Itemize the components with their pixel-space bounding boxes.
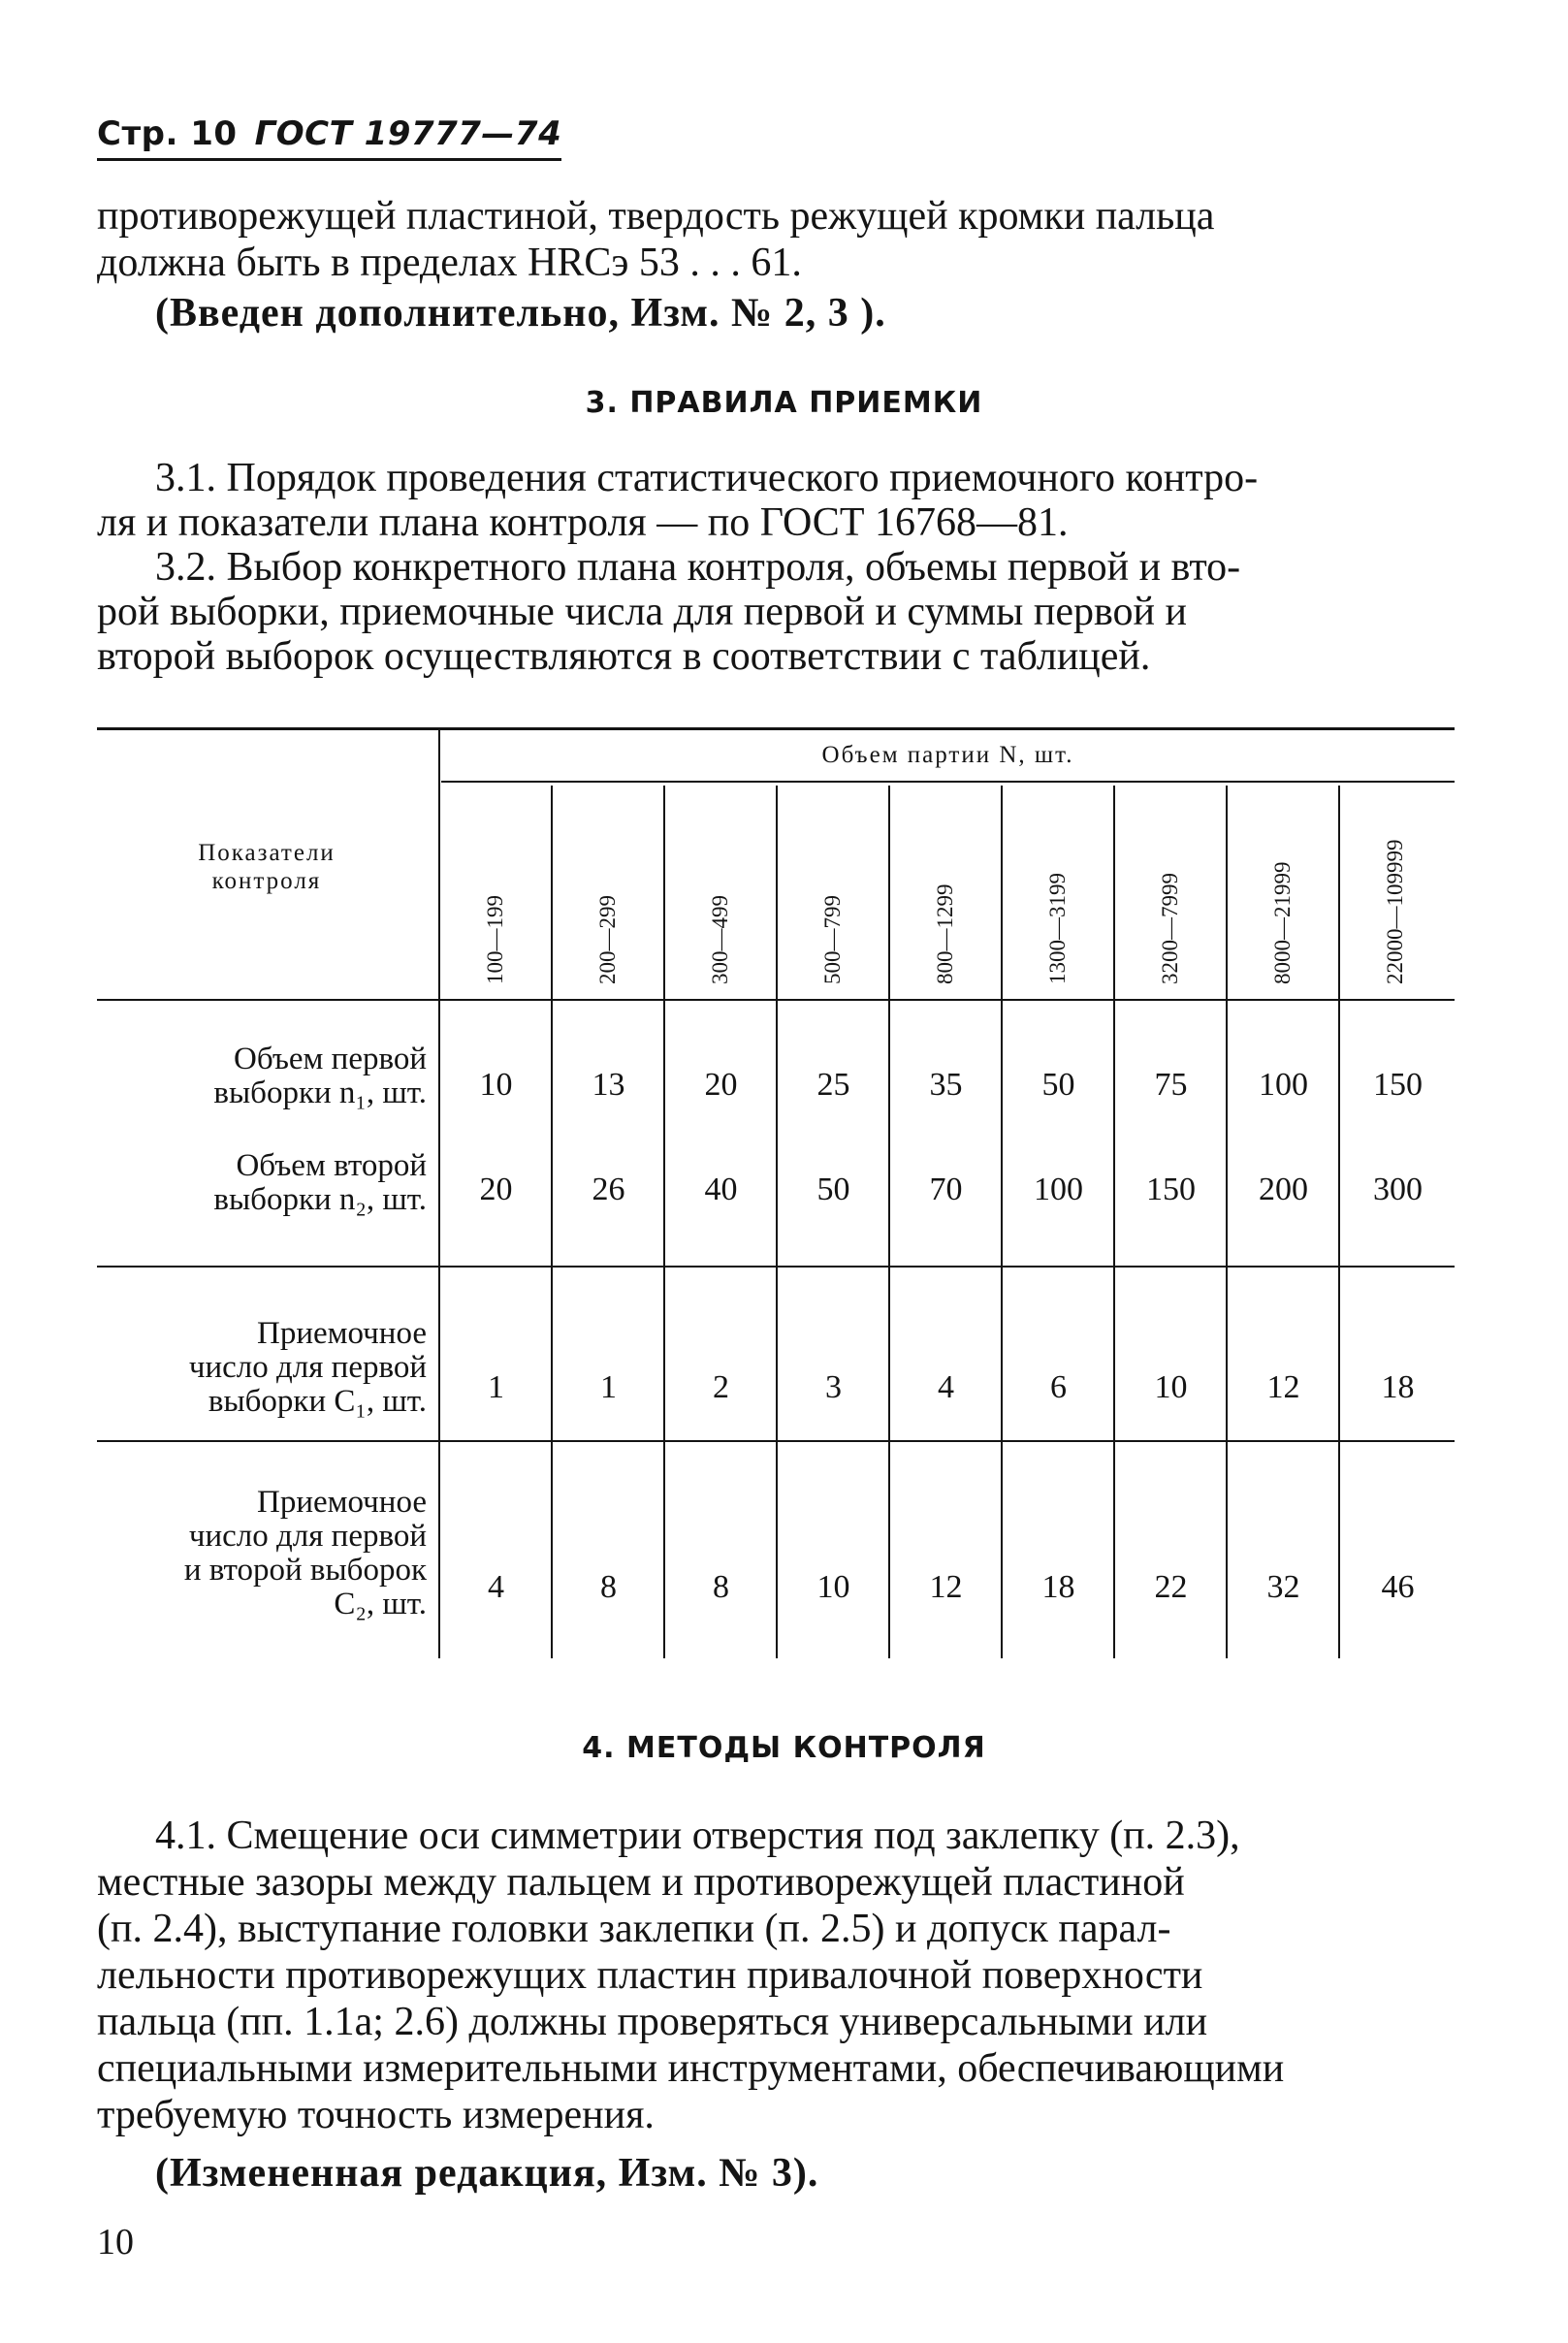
- row-label-line: Приемочное: [257, 1316, 427, 1351]
- col-divider-4: [888, 786, 890, 1658]
- standard-number: ГОСТ 19777—74: [254, 114, 562, 153]
- page-prefix: Стр. 10: [97, 114, 238, 153]
- column-header-text: 1300—3199: [1045, 873, 1070, 984]
- column-header-text: 3200—7999: [1158, 873, 1182, 984]
- table-cell: 300: [1373, 1172, 1423, 1207]
- intro-amendment-note: (Введен дополнительно, Изм. № 2, 3 ).: [155, 291, 886, 336]
- row-label-line: выборки n₁, шт.: [213, 1075, 427, 1110]
- table-cell: 8: [600, 1569, 617, 1605]
- column-header-text: 8000—21999: [1270, 861, 1295, 984]
- row-label-line: Приемочное: [257, 1485, 427, 1520]
- stub-divider: [438, 727, 440, 1658]
- column-header: [475, 810, 514, 984]
- table-cell: 13: [592, 1067, 625, 1103]
- table-cell: 26: [592, 1172, 625, 1207]
- col-divider-6: [1113, 786, 1115, 1658]
- table-cell: 50: [1041, 1067, 1075, 1103]
- section-4-title: 4. МЕТОДЫ КОНТРОЛЯ: [582, 1731, 986, 1765]
- table-cell: 20: [479, 1172, 513, 1207]
- stub-header: [136, 839, 398, 895]
- column-header-text: 200—299: [595, 895, 620, 984]
- column-header-text: 500—799: [820, 895, 845, 984]
- table-cell: 25: [816, 1067, 850, 1103]
- intro-line-1: противорежущей пластиной, твердость режущей кромки пальца: [97, 194, 1215, 239]
- col-divider-3: [776, 786, 778, 1658]
- table-cell: 100: [1259, 1067, 1308, 1103]
- table-cell: 18: [1041, 1569, 1075, 1605]
- section-4-line: 4.1. Смещение оси симметрии отверстия под заклепку (п. 2.3),: [155, 1813, 1240, 1858]
- intro-line-2: должна быть в пределах HRCэ 53 . . . 61.: [97, 241, 802, 285]
- group-header-rule: [441, 781, 1455, 783]
- row-label-first-sample: [97, 1043, 427, 1110]
- column-header: [1263, 810, 1301, 984]
- col-divider-5: [1001, 786, 1003, 1658]
- table-cell: 4: [938, 1369, 954, 1405]
- table-cell: 32: [1266, 1569, 1300, 1605]
- table-cell: 18: [1381, 1369, 1415, 1405]
- table-cell: 100: [1034, 1172, 1083, 1207]
- column-header-text: 800—1299: [933, 883, 957, 984]
- table-cell: 50: [816, 1172, 850, 1207]
- table-cell: 22: [1154, 1569, 1188, 1605]
- table-cell: 70: [929, 1172, 963, 1207]
- section-4-line: пальца (пп. 1.1а; 2.6) должны проверяться универсальными или: [97, 2000, 1208, 2044]
- column-header: [1038, 810, 1076, 984]
- column-header-text: 100—199: [483, 895, 507, 984]
- header-rule: [97, 158, 561, 161]
- row-label-second-sample: [97, 1149, 427, 1217]
- row-label-line: и второй выборок: [183, 1553, 427, 1588]
- column-header: [1150, 810, 1189, 984]
- column-header: [925, 810, 964, 984]
- row-label-line: Объем первой: [234, 1042, 427, 1076]
- section-3-2-line-3: второй выборок осуществляются в соответствии с таблицей.: [97, 634, 1151, 679]
- table-cell: 10: [816, 1569, 850, 1605]
- section-4-line: специальными измерительными инструментами, обеспечивающими: [97, 2046, 1285, 2091]
- table-cell: 10: [479, 1067, 513, 1103]
- column-header: [700, 810, 739, 984]
- page-number: 10: [97, 2222, 134, 2263]
- row-label-line: выборки C₁, шт.: [208, 1384, 427, 1419]
- table-cell: 2: [713, 1369, 729, 1405]
- section-4-line: (п. 2.4), выступание головки заклепки (п. 2.5) и допуск парал-: [97, 1907, 1171, 1951]
- table-cell: 12: [929, 1569, 963, 1605]
- table-cell: 8: [713, 1569, 729, 1605]
- table-cell: 6: [1050, 1369, 1067, 1405]
- column-header-text: 300—499: [708, 895, 732, 984]
- section-4-line: требуемую точность измерения.: [97, 2093, 655, 2137]
- table-cell: 12: [1266, 1369, 1300, 1405]
- running-header: [97, 114, 561, 153]
- acceptance-table: [97, 727, 1455, 1658]
- table-cell: 150: [1373, 1067, 1423, 1103]
- row-label-acceptance-sum: [97, 1486, 427, 1621]
- table-cell: 150: [1146, 1172, 1196, 1207]
- column-header-text: 22000—109999: [1383, 839, 1407, 984]
- row-label-line: число для первой: [188, 1519, 427, 1554]
- section-4-line: местные зазоры между пальцем и противорежущей пластиной: [97, 1860, 1185, 1905]
- table-cell: 1: [488, 1369, 504, 1405]
- section-3-2-line-1: 3.2. Выбор конкретного плана контроля, объемы первой и вто-: [155, 545, 1241, 590]
- row-label-acceptance-first: [97, 1317, 427, 1419]
- row-label-line: выборки n₂, шт.: [213, 1182, 427, 1217]
- col-divider-1: [551, 786, 553, 1658]
- table-cell: 1: [600, 1369, 617, 1405]
- column-header: [1375, 810, 1414, 984]
- table-cell: 46: [1381, 1569, 1415, 1605]
- column-header: [588, 810, 626, 984]
- table-cell: 35: [929, 1067, 963, 1103]
- section-3-1-line-1: 3.1. Порядок проведения статистического приемочного контро-: [155, 456, 1259, 500]
- table-cell: 4: [488, 1569, 504, 1605]
- section-3-title: 3. ПРАВИЛА ПРИЕМКИ: [585, 386, 983, 420]
- col-divider-7: [1226, 786, 1228, 1658]
- row-label-line: Объем второй: [236, 1148, 427, 1183]
- table-top-rule: [97, 727, 1455, 730]
- section-4-line: лельности противорежущих пластин привалочной поверхности: [97, 1953, 1203, 1998]
- table-cell: 40: [704, 1172, 738, 1207]
- table-cell: 20: [704, 1067, 738, 1103]
- col-divider-8: [1338, 786, 1340, 1658]
- section-4-amendment-note: (Измененная редакция, Изм. № 3).: [155, 2151, 819, 2196]
- table-cell: 75: [1154, 1067, 1188, 1103]
- stub-header-line-2: контроля: [211, 868, 322, 894]
- section-3-2-line-2: рой выборки, приемочные числа для первой и суммы первой и: [97, 590, 1187, 634]
- column-header: [813, 810, 851, 984]
- col-divider-2: [663, 786, 665, 1658]
- row-label-line: число для первой: [188, 1350, 427, 1385]
- stub-header-line-1: Показатели: [198, 840, 336, 866]
- row-label-line: C₂, шт.: [334, 1587, 427, 1621]
- table-cell: 3: [825, 1369, 842, 1405]
- table-cell: 10: [1154, 1369, 1188, 1405]
- table-cell: 200: [1259, 1172, 1308, 1207]
- group-header: Объем партии N, шт.: [821, 742, 1074, 768]
- section-3-1-line-2: ля и показатели плана контроля — по ГОСТ 16768—81.: [97, 500, 1069, 545]
